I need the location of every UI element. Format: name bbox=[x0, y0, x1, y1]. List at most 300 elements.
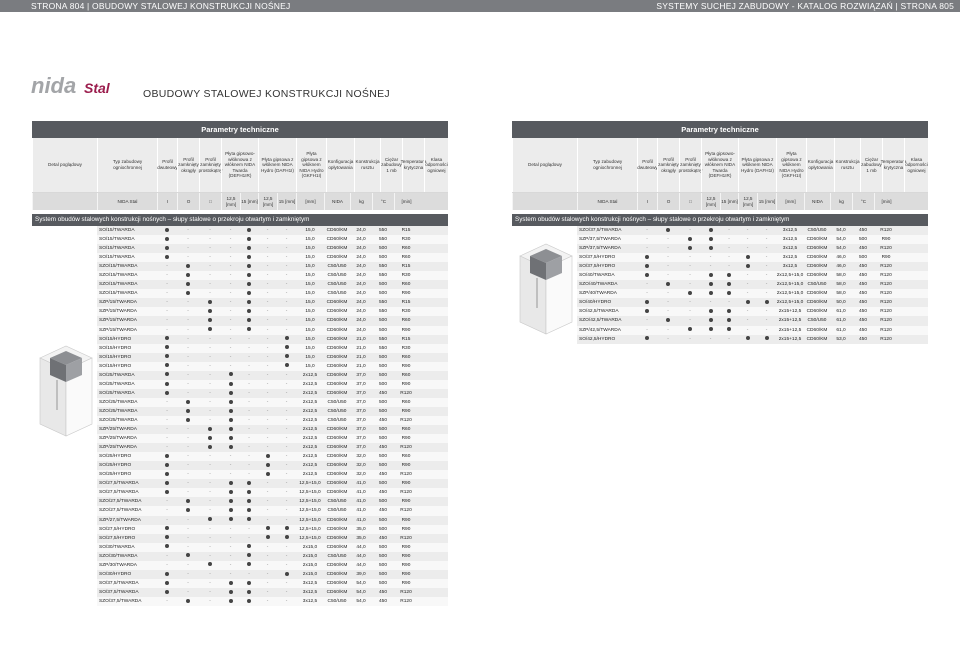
table-cell: 15,0 bbox=[305, 291, 315, 297]
table-cell: - bbox=[689, 273, 691, 279]
table-cell: 450 bbox=[378, 417, 387, 423]
table-cell: 2x12,5 bbox=[302, 436, 318, 442]
filled-dot-icon bbox=[186, 553, 190, 557]
unit-cell: 12,5 [mm] bbox=[258, 193, 277, 210]
table-cell: R90 bbox=[401, 544, 411, 550]
filled-dot-icon bbox=[165, 544, 169, 548]
table-cell: 3x12,5 bbox=[782, 228, 798, 233]
table-cell: 2x12,5+15,0 bbox=[776, 282, 804, 288]
table-cell: - bbox=[187, 228, 189, 233]
table-cell: - bbox=[209, 580, 211, 586]
table-cell: 58,0 bbox=[836, 282, 846, 288]
table-cell: - bbox=[187, 237, 189, 243]
table-cell: CD60/KM bbox=[326, 454, 348, 460]
table-cell: 500 bbox=[378, 381, 387, 387]
unit-cell: I bbox=[157, 193, 177, 210]
column-header: Płyta gipsowa z włóknem NIDA Hydro (DAFH1I) bbox=[258, 138, 296, 192]
unit-cell: O bbox=[177, 193, 199, 210]
table-row bbox=[97, 497, 448, 506]
unit-cell: 15 [mm] bbox=[240, 193, 258, 210]
column-header: Detal poglądowy bbox=[32, 138, 97, 192]
table-cell: - bbox=[187, 255, 189, 261]
table-cell bbox=[157, 244, 177, 253]
table-cell: 550 bbox=[378, 264, 387, 270]
table-cell: 15,0 bbox=[305, 264, 315, 270]
table-cell: - bbox=[689, 264, 691, 270]
filled-dot-icon bbox=[666, 228, 670, 232]
table-cell: - bbox=[765, 255, 768, 261]
table-cell bbox=[221, 443, 240, 452]
table-cell: 450 bbox=[378, 472, 387, 478]
unit-cell: NIDA Stal bbox=[97, 193, 157, 210]
table-cell: - bbox=[187, 436, 189, 442]
table-cell: - bbox=[209, 490, 211, 496]
filled-dot-icon bbox=[709, 327, 713, 331]
table-cell: - bbox=[285, 291, 288, 297]
table-row bbox=[97, 425, 448, 434]
table-cell bbox=[240, 271, 258, 280]
table-cell: - bbox=[209, 264, 211, 270]
table-cell: - bbox=[266, 589, 269, 595]
table-cell: - bbox=[248, 463, 250, 469]
table-cell: R120 bbox=[400, 490, 412, 496]
filled-dot-icon bbox=[709, 273, 713, 277]
table-cell: - bbox=[765, 273, 768, 279]
table-cell: CD60/KM bbox=[326, 445, 348, 451]
table-cell: 550 bbox=[378, 237, 387, 243]
table-cell bbox=[240, 280, 258, 289]
column-header: Konstrukcja rusztu bbox=[354, 138, 380, 192]
table-cell: 61,0 bbox=[836, 318, 846, 324]
table-row bbox=[577, 271, 928, 280]
table-cell: 35,0 bbox=[356, 535, 366, 541]
table-cell: - bbox=[746, 246, 749, 252]
table-cell: - bbox=[266, 381, 269, 387]
table-cell bbox=[177, 552, 199, 561]
table-cell: - bbox=[667, 264, 669, 270]
table-cell: - bbox=[166, 436, 168, 442]
table-cell: 35,0 bbox=[356, 526, 366, 532]
filled-dot-icon bbox=[229, 590, 233, 594]
table-cell: R15 bbox=[401, 228, 411, 233]
table-cell: 450 bbox=[858, 336, 867, 342]
logo-text: nida bbox=[31, 75, 77, 98]
column-header: Profil dwuteowy bbox=[157, 138, 177, 192]
table-cell: - bbox=[187, 354, 189, 360]
table-cell: - bbox=[187, 381, 189, 387]
filled-dot-icon bbox=[208, 517, 212, 521]
table-cell: - bbox=[229, 327, 232, 333]
filled-dot-icon bbox=[765, 300, 769, 304]
table-cell: R30 bbox=[401, 309, 411, 315]
table-row bbox=[97, 597, 448, 606]
filled-dot-icon bbox=[266, 454, 270, 458]
table-cell: - bbox=[266, 363, 269, 369]
filled-dot-icon bbox=[727, 318, 731, 322]
table-cell: 500 bbox=[378, 553, 387, 559]
table-cell: - bbox=[646, 228, 648, 233]
table-cell bbox=[240, 552, 258, 561]
table-cell: 500 bbox=[858, 255, 867, 261]
filled-dot-icon bbox=[229, 436, 233, 440]
filled-dot-icon bbox=[165, 372, 169, 376]
table-cell: 450 bbox=[858, 273, 867, 279]
table-cell: CD60/KM bbox=[326, 318, 348, 324]
table-cell: - bbox=[728, 246, 730, 252]
table-cell: 550 bbox=[378, 336, 387, 342]
table-cell bbox=[240, 244, 258, 253]
table-cell: CD60/KM bbox=[326, 580, 348, 586]
filled-dot-icon bbox=[229, 508, 233, 512]
table-cell: - bbox=[248, 381, 250, 387]
table-cell: - bbox=[229, 354, 232, 360]
filled-dot-icon bbox=[285, 336, 289, 340]
table-cell: 2x15,0 bbox=[302, 553, 318, 559]
table-cell: - bbox=[266, 427, 269, 433]
table-cell: R15 bbox=[401, 336, 411, 342]
table-cell: - bbox=[166, 562, 168, 568]
units-row bbox=[512, 193, 928, 210]
table-cell: R60 bbox=[401, 246, 411, 252]
column-header: Płyta gipsowa z włóknem NIDA Hydro (GKFH1I) bbox=[776, 138, 806, 192]
table-cell: - bbox=[166, 517, 168, 523]
system-code: SZO/27,5/TWARDA bbox=[99, 508, 142, 514]
table-cell: 54,0 bbox=[356, 598, 366, 604]
table-cell: - bbox=[248, 472, 250, 478]
table-cell bbox=[240, 543, 258, 552]
table-cell bbox=[157, 235, 177, 244]
table-cell bbox=[199, 298, 221, 307]
filled-dot-icon bbox=[285, 526, 289, 530]
table-cell: CD60/KM bbox=[806, 237, 828, 243]
table-cell bbox=[221, 380, 240, 389]
table-row bbox=[577, 280, 928, 289]
table-cell: - bbox=[667, 237, 669, 243]
table-cell: 450 bbox=[378, 508, 387, 514]
system-code: SZO/37,5/TWARDA bbox=[579, 228, 622, 233]
table-cell: 2x15+12,5 bbox=[778, 327, 802, 333]
table-cell: 24,0 bbox=[356, 228, 366, 233]
filled-dot-icon bbox=[285, 363, 289, 367]
table-cell: R120 bbox=[880, 291, 892, 297]
table-cell: 15,0 bbox=[305, 300, 315, 306]
table-cell: R120 bbox=[880, 300, 892, 306]
table-cell: - bbox=[187, 571, 189, 577]
table-cell: R90 bbox=[401, 580, 411, 586]
table-cell: - bbox=[209, 291, 211, 297]
table-cell: - bbox=[209, 354, 211, 360]
unit-cell: 15 [mm] bbox=[277, 193, 296, 210]
table-cell: CD60/KM bbox=[326, 309, 348, 315]
table-cell: - bbox=[765, 327, 768, 333]
table-cell: - bbox=[285, 228, 288, 233]
table-cell: - bbox=[646, 246, 648, 252]
table-cell: - bbox=[187, 246, 189, 252]
table-cell: - bbox=[285, 309, 288, 315]
table-cell: 450 bbox=[378, 445, 387, 451]
table-cell: 15,0 bbox=[305, 237, 315, 243]
table-cell: 550 bbox=[378, 345, 387, 351]
table-cell: CD60/KM bbox=[326, 300, 348, 306]
table-cell: 3x12,5 bbox=[302, 580, 318, 586]
table-cell bbox=[720, 289, 738, 298]
table-cell: - bbox=[166, 399, 168, 405]
filled-dot-icon bbox=[746, 255, 750, 259]
table-cell: - bbox=[248, 363, 250, 369]
table-cell bbox=[157, 452, 177, 461]
table-cell bbox=[157, 389, 177, 398]
table-row bbox=[97, 543, 448, 552]
table-cell: - bbox=[266, 553, 269, 559]
table-cell: R120 bbox=[880, 336, 892, 342]
table-cell: CD60/KM bbox=[806, 264, 828, 270]
filled-dot-icon bbox=[645, 300, 649, 304]
table-cell bbox=[240, 326, 258, 335]
table-cell: - bbox=[646, 318, 648, 324]
table-cell bbox=[157, 488, 177, 497]
table-cell: - bbox=[266, 345, 269, 351]
table-cell bbox=[637, 335, 657, 344]
table-cell: 15,0 bbox=[305, 282, 315, 288]
table-cell: - bbox=[746, 309, 749, 315]
page-header-bar bbox=[0, 0, 960, 12]
table-row bbox=[97, 443, 448, 452]
table-cell: - bbox=[285, 544, 288, 550]
table-cell: - bbox=[209, 399, 211, 405]
table-cell: - bbox=[266, 544, 269, 550]
table-cell: - bbox=[266, 300, 269, 306]
system-code: SO/15/TWARDA bbox=[99, 255, 135, 261]
table-cell bbox=[199, 326, 221, 335]
filled-dot-icon bbox=[165, 382, 169, 386]
system-code: SO/40/HYDRO bbox=[579, 300, 612, 306]
filled-dot-icon bbox=[688, 327, 692, 331]
table-cell bbox=[199, 443, 221, 452]
system-code: SZP/25/TWARDA bbox=[99, 436, 137, 442]
filled-dot-icon bbox=[285, 535, 289, 539]
table-cell: CD60/KM bbox=[326, 544, 348, 550]
table-row bbox=[97, 271, 448, 280]
table-cell bbox=[157, 371, 177, 380]
table-cell: R90 bbox=[401, 381, 411, 387]
table-cell bbox=[637, 307, 657, 316]
filled-dot-icon bbox=[266, 472, 270, 476]
table-cell: 54,0 bbox=[836, 237, 846, 243]
table-cell: 2x12,5+15,0 bbox=[776, 300, 804, 306]
table-cell: 37,0 bbox=[356, 390, 366, 396]
table-cell: - bbox=[248, 445, 250, 451]
table-cell bbox=[240, 588, 258, 597]
table-cell: - bbox=[689, 336, 691, 342]
table-cell: - bbox=[229, 228, 232, 233]
table-cell: - bbox=[187, 472, 189, 478]
column-header: Płyta gipsowo-włóknowa z włóknem NIDA Twarda (DEFH1IR) bbox=[221, 138, 258, 192]
system-code: SZP/37,5/TWARDA bbox=[579, 237, 621, 243]
table-cell: 450 bbox=[858, 318, 867, 324]
table-cell: 550 bbox=[378, 300, 387, 306]
table-cell: - bbox=[285, 508, 288, 514]
table-cell bbox=[757, 335, 776, 344]
table-cell: 3x12,5 bbox=[302, 589, 318, 595]
table-cell: 39,0 bbox=[356, 571, 366, 577]
table-cell: 24,0 bbox=[356, 264, 366, 270]
table-cell bbox=[221, 371, 240, 380]
table-cell: - bbox=[187, 372, 189, 378]
column-headers bbox=[32, 138, 448, 193]
table-cell bbox=[199, 316, 221, 325]
table-cell bbox=[701, 271, 720, 280]
table-cell: 2x12,5 bbox=[302, 381, 318, 387]
filled-dot-icon bbox=[186, 282, 190, 286]
table-cell: - bbox=[229, 309, 232, 315]
table-cell: 2x12,5 bbox=[302, 390, 318, 396]
table-cell: 2x15+12,5 bbox=[778, 336, 802, 342]
table-cell: 37,0 bbox=[356, 381, 366, 387]
table-cell: 450 bbox=[378, 535, 387, 541]
table-cell: R120 bbox=[400, 598, 412, 604]
table-cell: - bbox=[166, 291, 168, 297]
table-cell bbox=[240, 235, 258, 244]
filled-dot-icon bbox=[186, 508, 190, 512]
table-cell: R120 bbox=[400, 508, 412, 514]
table-cell: - bbox=[166, 445, 168, 451]
table-cell: - bbox=[285, 282, 288, 288]
table-cell: - bbox=[266, 580, 269, 586]
table-cell: - bbox=[765, 282, 768, 288]
filled-dot-icon bbox=[186, 264, 190, 268]
table-cell: 2x12,5 bbox=[302, 472, 318, 478]
table-cell: - bbox=[209, 526, 211, 532]
system-code: SO/27,5/HYDRO bbox=[99, 535, 136, 541]
system-code: SZO/25/TWARDA bbox=[99, 417, 138, 423]
table-cell bbox=[221, 416, 240, 425]
table-cell bbox=[240, 488, 258, 497]
table-cell bbox=[157, 353, 177, 362]
column-header: Ciężar zabudowy 1 mb bbox=[380, 138, 402, 192]
table-cell: C50/U50 bbox=[327, 499, 347, 505]
table-cell: - bbox=[765, 237, 768, 243]
table-row bbox=[97, 470, 448, 479]
system-code: SO/25/HYDRO bbox=[99, 472, 132, 478]
table-cell: - bbox=[285, 499, 288, 505]
unit-cell: 15 [mm] bbox=[720, 193, 738, 210]
filled-dot-icon bbox=[645, 255, 649, 259]
table-cell: 2x15+12,5 bbox=[778, 318, 802, 324]
table-cell: 500 bbox=[378, 436, 387, 442]
table-cell: R120 bbox=[880, 246, 892, 252]
table-cell: - bbox=[667, 300, 669, 306]
system-code: SZO/27,5/TWARDA bbox=[99, 499, 142, 505]
table-cell bbox=[240, 497, 258, 506]
table-cell: - bbox=[166, 427, 168, 433]
table-cell bbox=[177, 497, 199, 506]
filled-dot-icon bbox=[247, 237, 251, 241]
table-cell bbox=[221, 579, 240, 588]
table-cell: C50/U50 bbox=[327, 282, 347, 288]
table-cell: - bbox=[646, 291, 648, 297]
column-header: Klasa odporności ogniowej bbox=[904, 138, 928, 192]
table-cell bbox=[679, 326, 701, 335]
table-cell: - bbox=[667, 336, 669, 342]
table-cell bbox=[240, 253, 258, 262]
table-cell: R120 bbox=[880, 282, 892, 288]
table-row bbox=[97, 289, 448, 298]
filled-dot-icon bbox=[186, 291, 190, 295]
table-cell: C50/U50 bbox=[327, 264, 347, 270]
table-cell: R60 bbox=[401, 255, 411, 261]
system-code: SZP/15/TWARDA bbox=[99, 300, 137, 306]
system-code: SZP/25/TWARDA bbox=[99, 427, 137, 433]
filled-dot-icon bbox=[165, 354, 169, 358]
table-cell: R90 bbox=[401, 363, 411, 369]
table-cell: 21,0 bbox=[356, 354, 366, 360]
table-cell: 500 bbox=[378, 246, 387, 252]
column-header: Profil zamknięty okrągły bbox=[657, 138, 679, 192]
table-cell: - bbox=[187, 309, 189, 315]
table-cell: 44,0 bbox=[356, 544, 366, 550]
table-cell bbox=[177, 262, 199, 271]
table-cell: - bbox=[187, 390, 189, 396]
system-code: SO/25/HYDRO bbox=[99, 463, 132, 469]
table-cell: - bbox=[266, 508, 269, 514]
table-cell: - bbox=[266, 264, 269, 270]
filled-dot-icon bbox=[266, 463, 270, 467]
document-title: OBUDOWY STALOWEJ KONSTRUKCJI NOŚNEJ bbox=[143, 88, 390, 100]
table-cell: 15,0 bbox=[305, 228, 315, 233]
filled-dot-icon bbox=[229, 409, 233, 413]
table-cell bbox=[177, 506, 199, 515]
column-header: Ciężar zabudowy 1 mb bbox=[860, 138, 882, 192]
column-header: Klasa odporności ogniowej bbox=[424, 138, 448, 192]
table-row bbox=[577, 326, 928, 335]
table-cell: CD60/KM bbox=[326, 589, 348, 595]
table-cell: - bbox=[187, 427, 189, 433]
table-cell bbox=[637, 262, 657, 271]
table-cell: 450 bbox=[378, 490, 387, 496]
unit-cell: □ bbox=[679, 193, 701, 210]
table-cell bbox=[701, 280, 720, 289]
table-row bbox=[97, 561, 448, 570]
table-cell: - bbox=[209, 390, 211, 396]
table-cell: 24,0 bbox=[356, 246, 366, 252]
table-cell: R15 bbox=[401, 264, 411, 270]
table-cell: - bbox=[285, 472, 288, 478]
table-cell bbox=[277, 525, 296, 534]
table-cell: - bbox=[187, 526, 189, 532]
table-cell: R120 bbox=[400, 472, 412, 478]
filled-dot-icon bbox=[765, 336, 769, 340]
table-cell: 450 bbox=[858, 246, 867, 252]
table-cell bbox=[657, 316, 679, 325]
system-code: SO/15/HYDRO bbox=[99, 354, 132, 360]
unit-cell: NIDA Stal bbox=[577, 193, 637, 210]
table-cell: 12,5+15,0 bbox=[299, 535, 321, 541]
table-row bbox=[97, 244, 448, 253]
table-cell: - bbox=[187, 300, 189, 306]
table-cell: R90 bbox=[401, 291, 411, 297]
table-cell bbox=[177, 416, 199, 425]
table-cell: 500 bbox=[378, 282, 387, 288]
table-cell: 500 bbox=[858, 237, 867, 243]
filled-dot-icon bbox=[165, 535, 169, 539]
column-header: Profil dwuteowy bbox=[637, 138, 657, 192]
table-cell: 2x15,0 bbox=[302, 571, 318, 577]
system-code: SZO/15/TWARDA bbox=[99, 282, 138, 288]
table-cell: 500 bbox=[378, 526, 387, 532]
nida-stal-logo bbox=[31, 75, 121, 99]
filled-dot-icon bbox=[165, 246, 169, 250]
system-code: SZO/40/TWARDA bbox=[579, 282, 618, 288]
